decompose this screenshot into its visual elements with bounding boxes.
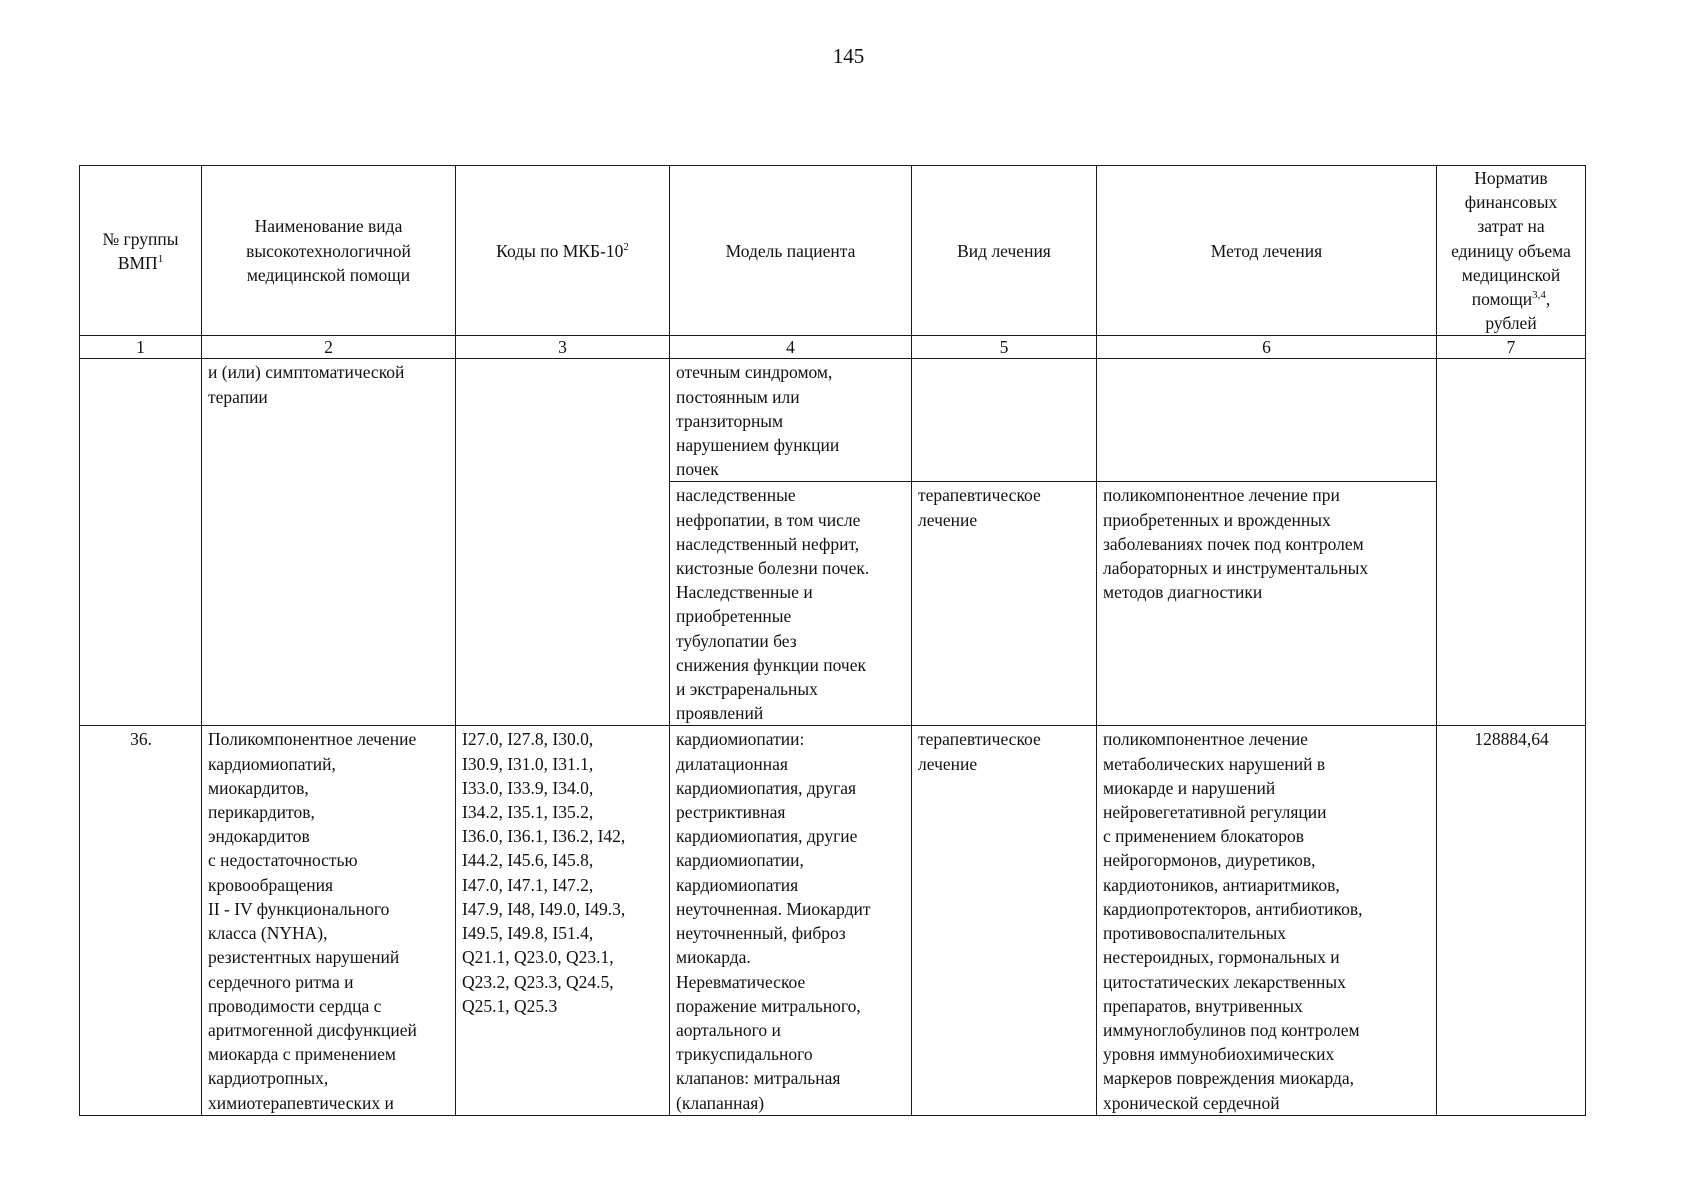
header-group-number: № группы ВМП$^1$	[80, 166, 202, 336]
header-treatment-method: Метод лечения	[1097, 166, 1437, 336]
header-vmp-name: Наименование вида высокотехнологичной медицинской помощи	[202, 166, 456, 336]
patient-model-cell: кардиомиопатии: дилатационная кардиомиопатия, другая рестриктивная кардиомиопатия, другие кардиомиопатии, кардиомиопатия неуточненная. Миокардит неуточненный, фиброз миокарда. Неревматическое поражение митрального, аортального и трикуспидального клапанов: митральная (клапанная)	[670, 726, 912, 1115]
group-number-cell	[80, 359, 202, 726]
treatment-type-cell: терапевтическое лечение	[912, 482, 1097, 726]
column-number: 4	[670, 336, 912, 359]
treatment-method-cell	[1097, 359, 1437, 482]
header-treatment-type: Вид лечения	[912, 166, 1097, 336]
column-numbers-row	[80, 336, 1586, 359]
column-number: 5	[912, 336, 1097, 359]
treatment-method-cell: поликомпонентное лечение при приобретенных и врожденных заболеваниях почек под контролем лабораторных и инструментальных методов диагностики	[1097, 482, 1437, 726]
column-number: 7	[1437, 336, 1586, 359]
treatment-method-cell: поликомпонентное лечение метаболических нарушений в миокарде и нарушений нейровегетативной регуляции с применением блокаторов нейрогормонов, диуретиков, кардиотоников, антиаритмиков, кардиопротекторов, антибиотиков, противовоспалительных нестероидных, гормональных и цитостатических лекарственных препаратов, внутривенных иммуноглобулинов под контролем уровня иммунобиохимических маркеров повреждения миокарда, хронической сердечной	[1097, 726, 1437, 1115]
treatment-type-cell	[912, 359, 1097, 482]
column-number: 6	[1097, 336, 1437, 359]
vmp-name-cell: и (или) симптоматической терапии	[202, 359, 456, 726]
header-icd-codes: Коды по МКБ-$10^2$	[456, 166, 670, 336]
column-number: 3	[456, 336, 670, 359]
table-row	[80, 359, 1586, 482]
table-header-row	[80, 166, 1586, 336]
table-row	[80, 726, 1586, 1115]
patient-model-cell: отечным синдромом, постоянным или транзиторным нарушением функции почек	[670, 359, 912, 482]
vmp-name-cell: Поликомпонентное лечение кардиомиопатий, миокардитов, перикардитов, эндокардитов с недостаточностью кровообращения II - IV функционального класса (NYHA), резистентных нарушений сердечного ритма и проводимости сердца с аритмогенной дисфункцией миокарда с применением кардиотропных, химиотерапевтических и	[202, 726, 456, 1115]
cost-cell: 128884,64	[1437, 726, 1586, 1115]
icd-codes-cell: I27.0, I27.8, I30.0, I30.9, I31.0, I31.1, I33.0, I33.9, I34.0, I34.2, I35.1, I35.2, I36.0, I36.1, I36.2, I42, I44.2, I45.6, I45.8, I47.0, I47.1, I47.2, I47.9, I48, I49.0, I49.3, I49.5, I49.8, I51.4, Q21.1, Q23.0, Q23.1, Q23.2, Q23.3, Q24.5, Q25.1, Q25.3	[456, 726, 670, 1115]
cost-cell	[1437, 359, 1586, 726]
icd-codes-cell	[456, 359, 670, 726]
header-cost-norm: Норматив финансовых затрат на единицу объема медицинской помощи$^{3,4}$, рублей	[1437, 166, 1586, 336]
column-number: 1	[80, 336, 202, 359]
vmp-table	[79, 165, 1586, 1116]
column-number: 2	[202, 336, 456, 359]
patient-model-cell: наследственные нефропатии, в том числе наследственный нефрит, кистозные болезни почек. Наследственные и приобретенные тубулопатии без снижения функции почек и экстраренальных проявлений	[670, 482, 912, 726]
page-number: 145	[832, 44, 865, 68]
group-number-cell: 36.	[80, 726, 202, 1115]
treatment-type-cell: терапевтическое лечение	[912, 726, 1097, 1115]
header-patient-model: Модель пациента	[670, 166, 912, 336]
